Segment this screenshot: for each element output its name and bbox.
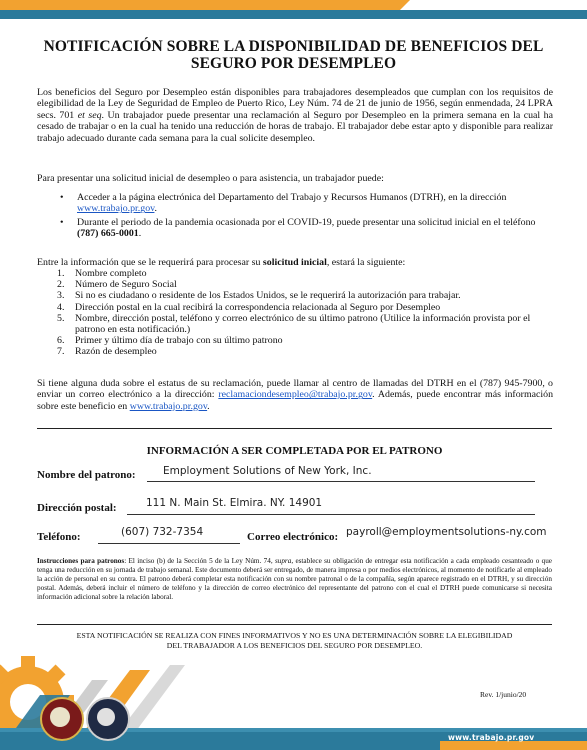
phone-number: (787) 665-0001 xyxy=(77,228,139,240)
phone-label: Teléfono: xyxy=(37,531,81,543)
list-item: 5. Nombre, dirección postal, teléfono y correo electrónico de su último patrono (Utilice la información provista por el patrono en esta notificación.) xyxy=(57,312,531,336)
email-field[interactable]: payroll@employmentsolutions-ny.com xyxy=(346,526,547,538)
option-website: • Acceder a la página electrónica del Departamento del Trabajo y Recursos Humanos (DTRH), en la dirección www.trabajo.pr.gov. xyxy=(60,192,550,215)
top-orange-stripe xyxy=(0,0,400,10)
disclaimer: ESTA NOTIFICACIÓN SE REALIZA CON FINES INFORMATIVOS Y NO ES UNA DETERMINACIÓN SOBRE LA ELEGIBILIDAD DEL TRABAJADOR A LOS BENEFICIOS DEL SEGURO POR DESEMPLEO. xyxy=(76,631,513,650)
list-item: 1. Nombre completo xyxy=(57,268,147,279)
top-decorative-bar xyxy=(0,0,587,20)
footer-website[interactable]: www.trabajo.pr.gov xyxy=(448,733,535,742)
email-link[interactable]: reclamaciondesempleo@trabajo.pr.gov xyxy=(218,389,373,401)
list-item: 2. Número de Seguro Social xyxy=(57,279,177,291)
document-title: NOTIFICACIÓN SOBRE LA DISPONIBILIDAD DE BENEFICIOS DEL SEGURO POR DESEMPLEO xyxy=(43,38,544,72)
list-item: 7. Razón de desempleo xyxy=(57,346,157,358)
employer-name-label: Nombre del patrono: xyxy=(37,469,136,481)
contact-paragraph: Si tiene alguna duda sobre el estatus de su reclamación, puede llamar al centro de llamadas del DTRH en el (787) 945-7900, o enviar un correo electrónico a la dirección: reclamaciondesempleo@trabajo.pr.gov. Además, puede encontrar más información sobre este beneficio en www.trabajo.pr.gov. xyxy=(37,378,554,412)
list-item: 3. Si no es ciudadano o residente de los Estados Unidos, se le requerirá la autorización para trabajar. xyxy=(57,290,461,302)
revision-date: Rev. 1/junio/20 xyxy=(480,690,527,699)
present-intro: Para presentar una solicitud inicial de desempleo o para asistencia, un trabajador puede: xyxy=(37,173,384,184)
list-item: 6. Primer y último día de trabajo con su último patrono xyxy=(57,335,283,347)
top-teal-stripe xyxy=(0,10,587,19)
employer-instructions: Instrucciones para patronos: El inciso (b) de la Sección 5 de la Ley Núm. 74, supra, establece su obligación de entregar esta notificación a cada empleado cesanteado o que tenga una reducción en su jornada de trabajo semanal. Este documento deberá ser entregado, de manera impresa o por medios electrónicos, al momento de notificarle al empleado la acción de personal en su contra. El patrono deberá completar esta notificación con su nombre patronal o de la compañía, según aparece registrado en el DTRH, y su dirección postal. Además, deberá incluir el número de teléfono y la dirección de correo electrónico del representante del patrono con el cual el DTRH puede comunicarse si necesita información adicional sobre la relación laboral. xyxy=(37,557,553,602)
employer-name-field[interactable]: Employment Solutions of New York, Inc. xyxy=(163,465,372,477)
postal-address-field[interactable]: 111 N. Main St. Elmira. NY. 14901 xyxy=(146,497,323,509)
option-phone: • Durante el periodo de la pandemia ocasionada por el COVID-19, puede presentar una solicitud inicial en el teléfono (787) 665-0001. xyxy=(60,217,550,240)
employer-name-line xyxy=(147,481,535,482)
phone-field[interactable]: (607) 732-7354 xyxy=(121,526,204,538)
postal-address-label: Dirección postal: xyxy=(37,502,117,514)
list-item: 4. Dirección postal en la cual recibirá la correspondencia relacionada al Seguro por Desempleo xyxy=(57,301,441,313)
website-link[interactable]: www.trabajo.pr.gov xyxy=(77,203,155,215)
section-divider xyxy=(37,428,552,429)
postal-address-line xyxy=(127,514,535,515)
website-link[interactable]: www.trabajo.pr.gov xyxy=(129,400,208,412)
intro-paragraph: Los beneficios del Seguro por Desempleo están disponibles para trabajadores desempleados que cumplan con los requisitos de elegibilidad de la Ley de Seguridad de Empleo de Puerto Rico, Ley Núm. 74 de 21 de junio de 1956, según enmendada, 24 LPRA secs. 701 et seq. Un trabajador puede presentar una reclamación al Seguro por Desempleo en la primera semana en la cual ha cesado de trabajar o en la cual ha tenido una reducción de horas de trabajo. El trabajador debe estar apto y disponible para realizar trabajo adecuado durante cada semana para la cual solicite desempleo. xyxy=(37,87,553,144)
info-intro: Entre la información que se le requerirá para procesar su solicitud inicial, estará la siguiente: xyxy=(37,257,406,268)
disclaimer-divider xyxy=(37,624,552,625)
options-list xyxy=(60,192,550,242)
requirements-list xyxy=(57,268,551,358)
phone-line xyxy=(98,543,240,544)
email-label: Correo electrónico: xyxy=(247,531,339,543)
form-heading: INFORMACIÓN A SER COMPLETADA POR EL PATRONO xyxy=(146,445,443,457)
